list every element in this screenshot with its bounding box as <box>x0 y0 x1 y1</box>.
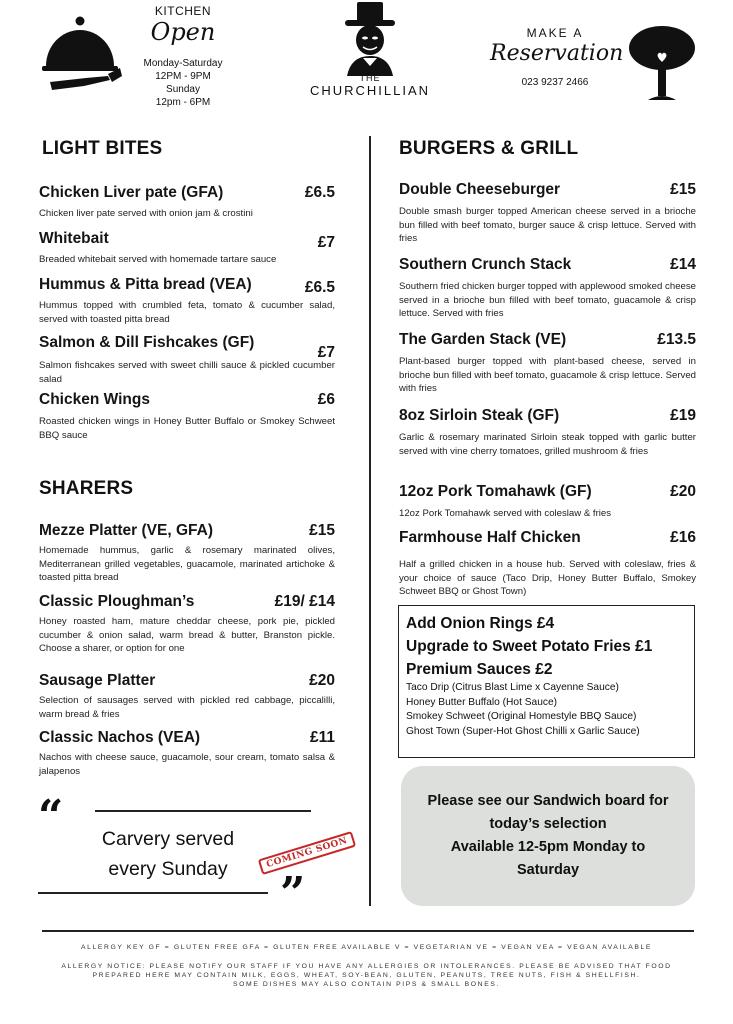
coming-soon-stamp: COMING SOON <box>258 831 357 875</box>
item-name: Chicken Wings <box>39 391 150 408</box>
carvery-text <box>78 824 258 884</box>
allergy-key: ALLERGY KEY GF = GLUTEN FREE GFA = GLUTEN FREE AVAILABLE V = VEGETARIAN VE = VEGAN VEA = VEGAN AVAILABLE <box>80 944 653 951</box>
menu-item <box>399 256 696 321</box>
item-name: Whitebait <box>39 230 109 247</box>
item-price: £11 <box>309 729 335 746</box>
item-name: The Garden Stack (VE) <box>399 331 567 348</box>
item-description: Garlic & rosemary marinated Sirloin steak topped with garlic butter served with vine cherry tomatoes, grilled mushroom & fries <box>399 432 696 457</box>
menu-item <box>399 529 696 599</box>
allergy-notice-line: ALLERGY NOTICE: PLEASE NOTIFY OUR STAFF IF YOU HAVE ANY ALLERGIES OR INTOLERANCES. PLEASE BE ADVISED THAT FOOD <box>61 963 672 970</box>
extra-premium-sauces: Premium Sauces £2 <box>406 661 553 678</box>
sandwich-board-line: Please see our Sandwich board for <box>427 793 669 809</box>
section-title-sharers: SHARERS <box>39 478 134 499</box>
phone-number[interactable]: 023 9237 2466 <box>521 77 589 88</box>
menu-item <box>399 181 696 246</box>
sauce-option: Ghost Town (Super-Hot Ghost Chilli x Garlic Sauce) <box>406 725 640 737</box>
menu-item <box>39 334 335 386</box>
quote-rule-bottom <box>38 892 268 894</box>
quote-rule-top <box>95 810 311 812</box>
item-name: Salmon & Dill Fishcakes (GF) <box>39 334 255 351</box>
item-price: £6 <box>317 391 335 408</box>
item-description: Chicken liver pate served with onion jam & crostini <box>39 208 253 219</box>
item-description: Hummus topped with crumbled feta, tomato & cucumber salad, served with toasted pitta bread <box>39 300 335 325</box>
carvery-line: every Sunday <box>108 858 228 880</box>
item-description: 12oz Pork Tomahawk served with coleslaw & fries <box>399 508 612 519</box>
item-name: Hummus & Pitta bread (VEA) <box>39 276 252 293</box>
allergy-notice-line: PREPARED HERE MAY CONTAIN MILK, EGGS, WHEAT, SOY-BEAN, GLUTEN, PEANUTS, TREE NUTS, FISH & SHELLFISH. <box>92 972 641 979</box>
menu-item <box>399 331 696 396</box>
menu-item <box>39 391 335 442</box>
menu-item <box>39 593 335 656</box>
cloche-icon <box>42 16 122 98</box>
sauce-option: Smokey Schweet (Original Homestyle BBQ Sauce) <box>406 711 637 722</box>
item-name: Farmhouse Half Chicken <box>399 529 581 546</box>
item-description: Nachos with cheese sauce, guacamole, sour cream, tomato salsa & jalapenos <box>39 752 335 777</box>
brand-name: CHURCHILLIAN <box>309 83 431 98</box>
sandwich-board-line: Available 12-5pm Monday to <box>450 839 646 855</box>
column-divider <box>369 136 371 906</box>
item-description: Selection of sausages served with pickled red cabbage, piccalilli, warm bread & fries <box>39 695 335 720</box>
item-price: £16 <box>670 529 696 546</box>
hours-line: 12pm - 6PM <box>155 97 211 108</box>
make-a-label: MAKE A <box>526 26 584 40</box>
item-description: Homemade hummus, garlic & rosemary marinated olives, Mediterranean grilled vegetables, guacamole, marinated artichoke & toasted pitta bread <box>39 545 335 583</box>
item-description: Plant-based burger topped with plant-based cheese, served in brioche bun filled with beef tomato, guacamole & crisp lettuce. Served with fries <box>399 356 696 394</box>
hours-line: 12PM - 9PM <box>155 71 211 82</box>
kitchen-label: KITCHEN <box>154 4 212 18</box>
sandwich-board-panel <box>401 766 695 906</box>
extra-sweet-potato-fries: Upgrade to Sweet Potato Fries £1 <box>406 638 653 655</box>
menu-item <box>39 230 335 267</box>
reservation-label: Reservation <box>490 41 624 66</box>
menu-item <box>39 522 335 585</box>
item-price: £19 <box>670 407 696 424</box>
churchill-logo <box>337 2 403 76</box>
item-description: Honey roasted ham, mature cheddar cheese, pork pie, pickled cucumber & onion salad, warm bread & butter, Branston pickle. Choose a sharer, or option for one <box>39 616 335 654</box>
item-price: £6.5 <box>304 279 335 296</box>
item-name: Chicken Liver pate (GFA) <box>39 184 224 201</box>
item-price: £15 <box>309 522 335 539</box>
open-label: Open <box>150 18 216 46</box>
extras-box <box>398 605 695 758</box>
opening-hours <box>123 57 243 109</box>
item-price: £6.5 <box>304 184 335 201</box>
sauce-option: Honey Butter Buffalo (Hot Sauce) <box>406 696 558 708</box>
item-name: Double Cheeseburger <box>399 181 561 198</box>
item-description: Double smash burger topped American cheese served in a brioche bun filled with beef tomato, burger sauce & crisp lettuce. Served with fries <box>399 206 696 244</box>
sandwich-board-line: Saturday <box>516 862 580 878</box>
item-name: Mezze Platter (VE, GFA) <box>39 522 213 539</box>
menu-item <box>39 184 335 221</box>
item-price: £19/ £14 <box>274 593 335 610</box>
sandwich-board-line: today’s selection <box>489 816 607 832</box>
item-price: £14 <box>670 256 696 273</box>
close-quote-icon: ” <box>280 868 306 919</box>
item-name: Southern Crunch Stack <box>399 256 572 273</box>
item-name: Classic Ploughman’s <box>39 593 195 610</box>
item-name: 8oz Sirloin Steak (GF) <box>399 407 560 424</box>
item-price: £20 <box>309 672 335 689</box>
sauce-option: Taco Drip (Citrus Blast Lime x Cayenne Sauce) <box>406 682 619 693</box>
item-price: £15 <box>670 181 696 198</box>
item-price: £7 <box>317 234 335 251</box>
brand-the: THE <box>359 73 381 83</box>
item-name: Sausage Platter <box>39 672 156 689</box>
allergy-notice <box>10 962 723 989</box>
carvery-line: Carvery served <box>101 828 235 850</box>
hours-line: Monday-Saturday <box>143 58 223 69</box>
item-price: £13.5 <box>657 331 696 348</box>
menu-item <box>399 407 696 458</box>
menu-item <box>39 276 335 326</box>
menu-item <box>39 729 335 778</box>
item-description: Salmon fishcakes served with sweet chilli sauce & pickled cucumber salad <box>39 360 335 385</box>
item-description: Southern fried chicken burger topped with applewood smoked cheese served in a brioche bun filled with beef tomato, guacamole & crisp lettuce. Served with fries <box>399 281 696 319</box>
open-quote-icon: “ <box>38 791 64 842</box>
section-title-light-bites: LIGHT BITES <box>42 138 163 159</box>
menu-item <box>399 483 696 521</box>
extra-onion-rings: Add Onion Rings £4 <box>406 615 555 632</box>
item-description: Roasted chicken wings in Honey Butter Buffalo or Smokey Schweet BBQ sauce <box>39 416 335 441</box>
item-description: Half a grilled chicken in a house hub. Served with coleslaw, fries & your choice of sauce (Taco Drip, Honey Butter Buffalo, Smokey Schweet BBQ or Ghost Town) <box>399 559 696 597</box>
tree-icon <box>628 22 700 104</box>
item-price: £20 <box>670 483 696 500</box>
footer-rule <box>42 930 694 932</box>
menu-item <box>39 672 335 721</box>
allergy-notice-line: SOME DISHES MAY ALSO CONTAIN PIPS & SMALL BONES. <box>233 981 500 988</box>
item-description: Breaded whitebait served with homemade tartare sauce <box>39 254 277 265</box>
hours-line: Sunday <box>166 84 200 95</box>
item-name: Classic Nachos (VEA) <box>39 729 201 746</box>
item-name: 12oz Pork Tomahawk (GF) <box>399 483 592 500</box>
item-price: £7 <box>317 344 335 361</box>
section-title-burgers: BURGERS & GRILL <box>399 138 579 159</box>
